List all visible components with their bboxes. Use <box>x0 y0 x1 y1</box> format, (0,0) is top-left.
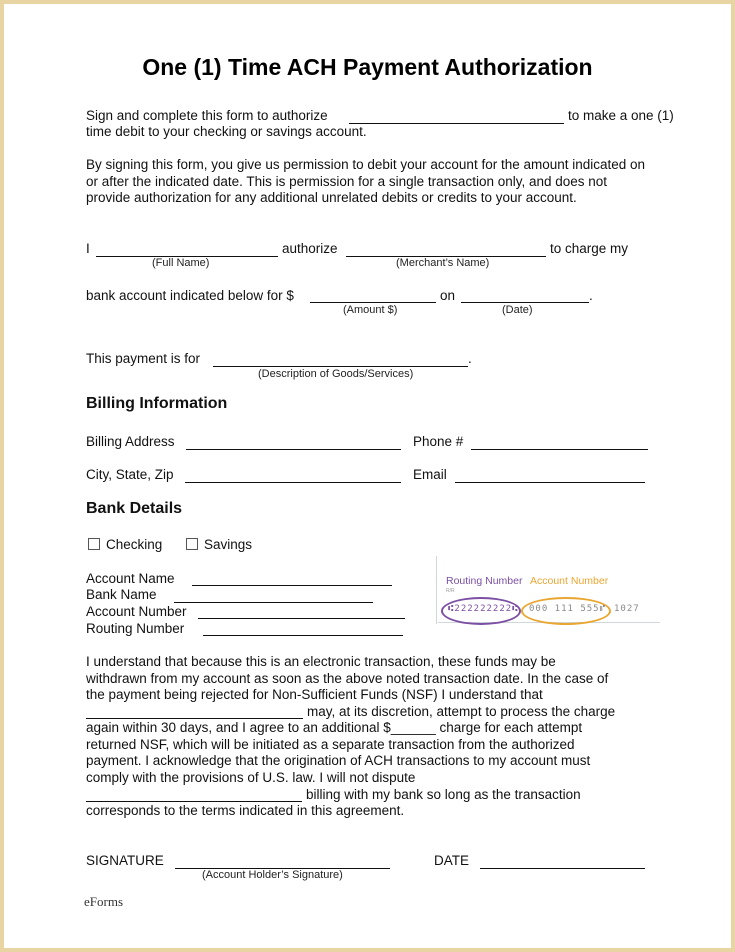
billing-address-label: Billing Address <box>86 434 175 449</box>
understand-line-8: comply with the provisions of U.S. law. I will not dispute <box>86 770 416 785</box>
check-account-label: Account Number <box>530 575 609 587</box>
merchant-name-hint: (Merchant’s Name) <box>396 257 490 269</box>
routing-number-label: Routing Number <box>86 621 185 636</box>
payment-for-text: This payment is for <box>86 351 201 366</box>
payment-for-period: . <box>468 351 472 366</box>
full-name-hint: (Full Name) <box>152 257 210 269</box>
check-number-digits: 1027 <box>614 604 640 614</box>
authorize-word: authorize <box>282 241 338 256</box>
understand-line-2: withdrawn from my account as soon as the above noted transaction date. In the case of <box>86 671 609 686</box>
checking-option[interactable] <box>88 537 162 554</box>
phone-field[interactable] <box>471 449 648 450</box>
city-state-zip-field[interactable] <box>185 482 401 483</box>
understand-line-1: I understand that because this is an electronic transaction, these funds may be <box>86 654 556 669</box>
permission-line-1: By signing this form, you give us permission to debit your account for the amount indicated on <box>86 157 646 172</box>
savings-label: Savings <box>204 537 253 552</box>
date-signature-label: DATE <box>434 853 470 868</box>
description-field[interactable] <box>213 366 468 367</box>
check-routing-label: Routing Number <box>446 575 523 587</box>
signature-hint: (Account Holder’s Signature) <box>202 869 343 881</box>
signature-label: SIGNATURE <box>86 853 164 868</box>
intro-text-end: to make a one (1) <box>568 108 674 123</box>
check-account-digits: 000 111 555⑈ <box>529 604 607 614</box>
permission-line-2: or after the indicated date. This is permission for a single transaction only, and does not <box>86 174 608 189</box>
authorize-charge: to charge my <box>550 241 629 256</box>
understand-line-3: the payment being rejected for Non-Sufficient Funds (NSF) I understand that <box>86 687 543 702</box>
bank-line-on: on <box>440 288 456 303</box>
understand-line-7: payment. I acknowledge that the origination of ACH transactions to my account must <box>86 753 591 768</box>
account-name-label: Account Name <box>86 571 175 586</box>
savings-option[interactable] <box>186 537 252 554</box>
date-field[interactable] <box>461 302 589 303</box>
intro-text-line2: time debit to your checking or savings account. <box>86 124 367 139</box>
checking-checkbox[interactable] <box>88 538 100 550</box>
understand-line-5: again within 30 days, and I agree to an additional $______ charge for each attempt <box>86 720 583 735</box>
understand-line-6: returned NSF, which will be initiated as a separate transaction from the authorized <box>86 737 575 752</box>
understand-line-4: may, at its discretion, attempt to process the charge <box>307 704 616 719</box>
bank-line-period: . <box>589 288 593 303</box>
signature-date-field[interactable] <box>480 868 645 869</box>
amount-field[interactable] <box>310 302 436 303</box>
email-field[interactable] <box>455 482 645 483</box>
authorize-i: I <box>86 241 90 256</box>
phone-label: Phone # <box>413 434 464 449</box>
account-number-field[interactable] <box>198 618 405 619</box>
checking-label: Checking <box>106 537 163 552</box>
check-routing-digits: ⑆222222222⑆ <box>448 604 519 614</box>
permission-line-3: provide authorization for any additional unrelated debits or credits to your account. <box>86 190 577 205</box>
dispute-name-field[interactable] <box>86 801 302 802</box>
bank-line-text: bank account indicated below for $ <box>86 288 294 303</box>
account-name-field[interactable] <box>192 585 392 586</box>
routing-number-field[interactable] <box>203 635 403 636</box>
understand-line-10: corresponds to the terms indicated in this agreement. <box>86 803 405 818</box>
authorized-party-field[interactable] <box>349 123 564 124</box>
check-small-text: R/R <box>446 588 455 594</box>
bank-details-heading: Bank Details <box>86 500 183 517</box>
billing-heading: Billing Information <box>86 395 228 412</box>
page-title: One (1) Time ACH Payment Authorization <box>142 54 593 80</box>
check-illustration <box>436 556 660 626</box>
intro-text: Sign and complete this form to authorize <box>86 108 328 123</box>
form-page <box>4 4 731 948</box>
company-name-field[interactable] <box>86 718 303 719</box>
check-edge <box>436 556 437 624</box>
description-hint: (Description of Goods/Services) <box>258 368 414 380</box>
bank-name-label: Bank Name <box>86 587 157 602</box>
account-number-label: Account Number <box>86 604 187 619</box>
city-state-zip-label: City, State, Zip <box>86 467 174 482</box>
bank-name-field[interactable] <box>174 602 373 603</box>
email-label: Email <box>413 467 447 482</box>
billing-address-field[interactable] <box>186 449 401 450</box>
understand-line-9: billing with my bank so long as the transaction <box>306 787 581 802</box>
date-hint: (Date) <box>502 304 533 316</box>
savings-checkbox[interactable] <box>186 538 198 550</box>
eforms-footer: eForms <box>84 894 123 909</box>
amount-hint: (Amount $) <box>343 304 398 316</box>
